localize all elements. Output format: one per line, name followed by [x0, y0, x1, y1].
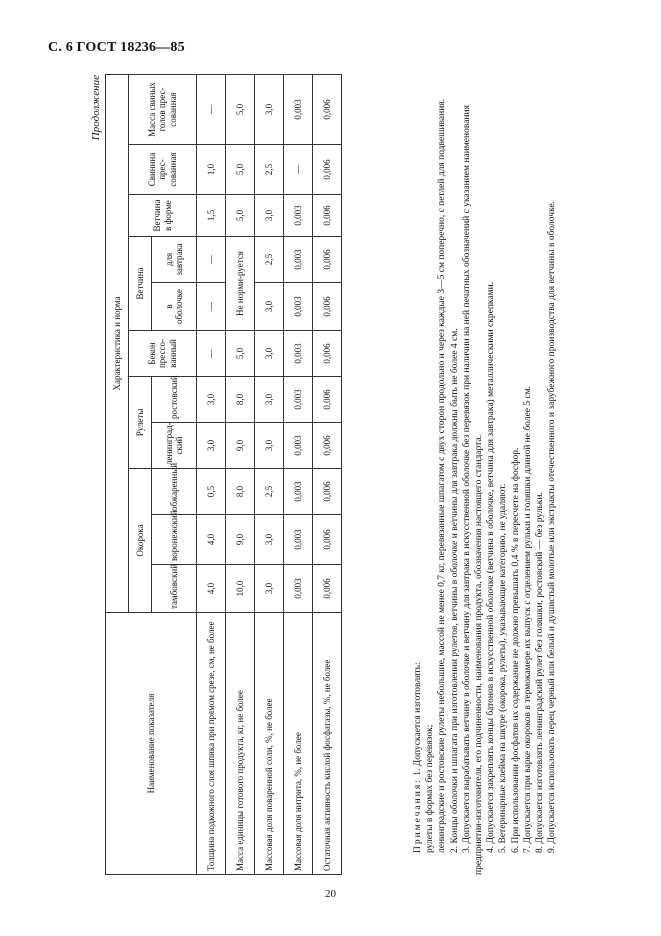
table-cell: —: [197, 283, 226, 331]
notes-label: Примечания:: [413, 778, 423, 853]
leaf-header-tambovsky: тамбовский: [152, 565, 197, 613]
table-row: [284, 74, 313, 874]
leaf-header-bekon: Бекон прессо-ванный: [129, 331, 197, 377]
table-cell: 8,0: [226, 469, 255, 515]
table-cell: 0,003: [284, 237, 313, 283]
page-number: 20: [325, 888, 336, 900]
table-cell: 0,006: [313, 377, 342, 423]
note-line: рулеты в формах без перевязок;: [425, 724, 436, 853]
leaf-header-v-obolochke: в оболочке: [152, 283, 197, 331]
row-name: Массовая доля поваренной соли, %, не более: [255, 613, 284, 875]
note-line: 8. Допускается изготовлять ленинградский рулет без голяшки, ростовский — без рульки.: [535, 492, 546, 853]
col-header-characteristics: Характеристика и норма: [106, 74, 129, 612]
table-cell: —: [197, 74, 226, 144]
note-line: 9. Допускается использовать перец черный или белый и душистый молотые или экстракты отечественного и зарубежного производства для ветчины в оболочке.: [547, 200, 558, 853]
table-cell: 2,5: [255, 237, 284, 283]
table-cell: 5,0: [226, 331, 255, 377]
table-cell: 0,006: [313, 331, 342, 377]
table-cell: 2,5: [255, 469, 284, 515]
table-cell: —: [284, 145, 313, 195]
note-line: 6. При использовании фосфатов их содержание не должно превышать 0,4 % в пересчете на фосфор.: [510, 447, 521, 853]
table-cell: 0,006: [313, 145, 342, 195]
table-cell: 3,0: [255, 515, 284, 565]
table-cell: 0,003: [284, 377, 313, 423]
row-name: Масса единицы готового продукта, кг, не более: [226, 613, 255, 875]
table-cell: 4,0: [197, 565, 226, 613]
table-cell: 3,0: [255, 565, 284, 613]
note-line: 5. Ветеринарные клейма на шкуре (окорока, рулеты), указывающие категорию, не удаляют.: [498, 483, 509, 853]
table-cell: 1,5: [197, 195, 226, 237]
table-cell: 0,5: [197, 469, 226, 515]
note-line: 2. Концы оболочки и шпагата при изготовлении рулетов, ветчины в оболочке и ветчины для завтрака должны быть не более 4 см.: [449, 328, 460, 853]
table-cell: 0,006: [313, 237, 342, 283]
table-cell: 3,0: [255, 283, 284, 331]
table-cell: 3,0: [255, 74, 284, 144]
table-cell: —: [197, 331, 226, 377]
leaf-header-voronezhsky: воронежский: [152, 515, 197, 565]
table-cell: 0,006: [313, 515, 342, 565]
leaf-header-leningradsky: ленинград-ский: [152, 423, 197, 469]
table-cell: 3,0: [197, 377, 226, 423]
leaf-header-massa: Масса свиных голов прес-сованная: [129, 74, 197, 144]
table-cell: 8,0: [226, 377, 255, 423]
table-row: [226, 74, 255, 874]
leaf-header-rostovsky: ростовский: [152, 377, 197, 423]
characteristics-table: [105, 74, 342, 875]
table-cell: —: [197, 237, 226, 283]
table-cell: 9,0: [226, 423, 255, 469]
leaf-header-svinina: Свинина прес-сованная: [129, 145, 197, 195]
table-cell: 9,0: [226, 515, 255, 565]
page-header: С. 6 ГОСТ 18236—85: [48, 40, 185, 55]
table-cell: 0,006: [313, 469, 342, 515]
table-row: [313, 74, 342, 874]
note-intro: [412, 75, 424, 875]
table-cell: 0,006: [313, 283, 342, 331]
note-line: 4. Допускается закреплять концы батонов в искусственной оболочке (ветчина в оболочке, ветчина для завтрака) металлическими скрепками.: [486, 281, 497, 853]
note-line: ленинградские и ростовские рулеты небольшие, массой не менее 0,7 кг, перевязанные шпагатом с двух сторон продольно и через каждые 3—5 см поперечно, с петлей для подвешивания.: [437, 98, 448, 853]
row-name: Массовая доля нитрита, %, не более: [284, 613, 313, 875]
leaf-header-obzharenny: обжаренный: [152, 469, 197, 515]
group-header-rulety: Рулеты: [129, 377, 152, 469]
table-cell: 0,006: [313, 565, 342, 613]
table-cell: 0,006: [313, 195, 342, 237]
table-cell: 3,0: [197, 423, 226, 469]
table-cell: 0,003: [284, 565, 313, 613]
table-cell: 10,0: [226, 565, 255, 613]
table-cell: 5,0: [226, 74, 255, 144]
table-cell: 0,003: [284, 515, 313, 565]
leaf-header-vetchina-v-forme: Ветчина в форме: [129, 195, 197, 237]
note-line: 3. Допускается вырабатывать ветчину в оболочке и ветчину для завтрака в искусственной оболочке без перевязок при наличии на ней печатных обозначений с указанием наименования предприятия-изготовителя, его подчиненности, наименования продукта, обозначения настоящего стандарта.: [461, 105, 485, 875]
notes: [412, 75, 558, 875]
table-cell: 2,5: [255, 145, 284, 195]
col-header-name: Наименование показателя: [106, 613, 197, 875]
table-cell: 1,0: [197, 145, 226, 195]
continuation-label: Продолжение: [90, 75, 102, 141]
table-cell: 4,0: [197, 515, 226, 565]
row-name: Остаточная активность кислой фосфатазы, %, не более: [313, 613, 342, 875]
table-cell: 3,0: [255, 423, 284, 469]
table-cell: 0,003: [284, 423, 313, 469]
table-cell: 3,0: [255, 331, 284, 377]
table-cell: 0,006: [313, 74, 342, 144]
table-cell: 0,003: [284, 74, 313, 144]
leaf-header-dlya-zavtraka: для завтрака: [152, 237, 197, 283]
table-cell: 3,0: [255, 377, 284, 423]
group-header-vetchina: Ветчина: [129, 237, 152, 331]
row-name: Толщина подкожного слоя шпика при прямом срезе, см, не более: [197, 613, 226, 875]
table-cell: Не норми-руется: [226, 237, 255, 331]
table-row: [197, 74, 226, 874]
table-row: [255, 74, 284, 874]
table-cell: 0,003: [284, 195, 313, 237]
table-cell: 0,003: [284, 283, 313, 331]
table-cell: 0,003: [284, 469, 313, 515]
table-cell: 0,003: [284, 331, 313, 377]
rotated-content: [90, 75, 630, 875]
note-line: 7. Допускается при варке окороков в термокамере их выпуск с отделением рульки и голяшки длиной не более 5 см.: [522, 385, 533, 853]
table-cell: 0,006: [313, 423, 342, 469]
table-cell: 5,0: [226, 145, 255, 195]
note-1-intro: 1. Допускается изготовлять:: [413, 662, 423, 779]
table-cell: 3,0: [255, 195, 284, 237]
group-header-okoroka: Окорока: [129, 469, 152, 613]
table-cell: 5,0: [226, 195, 255, 237]
